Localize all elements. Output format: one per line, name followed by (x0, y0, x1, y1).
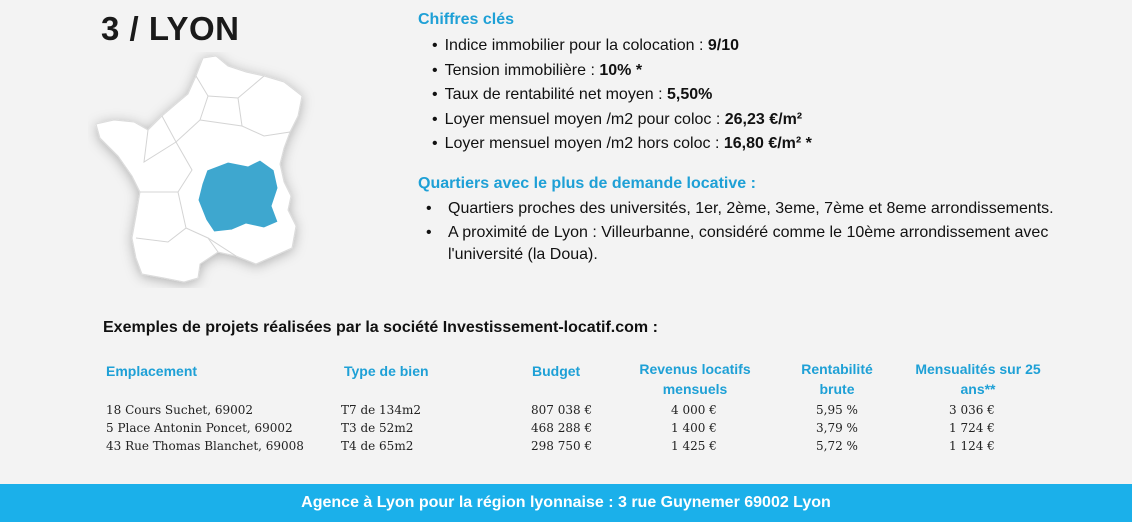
cell-budget: 298 750 € (531, 439, 593, 453)
cell-monthly-payment: 1 124 € (949, 439, 995, 453)
key-figure-label: Loyer mensuel moyen /m2 hors coloc : (444, 135, 724, 152)
cell-revenue: 1 400 € (671, 421, 717, 435)
page-title: 3 / LYON (101, 10, 240, 47)
column-header-yield: Rentabilité brute (801, 361, 873, 397)
bullet: • (432, 110, 438, 128)
bullet: • (432, 135, 438, 152)
key-figure-value: 26,23 €/m² (724, 110, 803, 128)
column-header-budget: Budget (532, 363, 581, 379)
key-figure-value: 16,80 €/m² * (723, 135, 812, 152)
cell-yield: 5,95 % (816, 403, 858, 417)
cell-location: 5 Place Antonin Poncet, 69002 (106, 421, 293, 435)
agency-footer-banner: Agence à Lyon pour la région lyonnaise : 3 rue Guynemer 69002 Lyon (0, 484, 1132, 522)
cell-location: 43 Rue Thomas Blanchet, 69008 (106, 439, 304, 453)
bullet: • (432, 37, 438, 54)
key-figure-label: Indice immobilier pour la colocation : (444, 37, 708, 54)
bullet: • (432, 86, 438, 103)
column-header-revenue: Revenus locatifs mensuels (639, 361, 751, 397)
key-figure-item (432, 59, 812, 84)
column-header-location: Emplacement (106, 363, 198, 379)
key-figure-item (432, 132, 812, 157)
neighborhood-text: A proximité de Lyon : Villeurbanne, considéré comme le 10ème arrondissement avec l'université (la Doua). (448, 224, 1049, 263)
cell-revenue: 4 000 € (671, 403, 717, 417)
column-header-monthly-payment: Mensualités sur 25 ans** (915, 361, 1041, 397)
cell-type: T4 de 65m2 (341, 439, 414, 453)
key-figure-item (432, 108, 812, 133)
neighborhoods-heading: Quartiers avec le plus de demande locative : (418, 175, 756, 192)
neighborhood-item (426, 198, 1086, 220)
key-figure-value: 9/10 (707, 37, 739, 54)
key-figures-list (432, 34, 812, 157)
examples-heading: Exemples de projets réalisées par la société Investissement-locatif.com : (103, 319, 658, 336)
bullet: • (432, 61, 438, 79)
key-figure-item (432, 34, 812, 59)
cell-monthly-payment: 3 036 € (949, 403, 995, 417)
cell-yield: 3,79 % (816, 421, 858, 435)
neighborhood-item (426, 222, 1086, 266)
neighborhoods-list (426, 198, 1086, 268)
key-figure-label: Tension immobilière : (444, 61, 600, 79)
cell-location: 18 Cours Suchet, 69002 (106, 403, 254, 417)
cell-type: T3 de 52m2 (341, 421, 414, 435)
key-figure-item (432, 83, 812, 108)
bullet: • (426, 200, 432, 217)
cell-budget: 807 038 € (531, 403, 593, 417)
cell-revenue: 1 425 € (671, 439, 717, 453)
neighborhood-text: Quartiers proches des universités, 1er, 2ème, 3eme, 7ème et 8eme arrondissements. (448, 200, 1054, 217)
column-header-type: Type de bien (344, 363, 429, 379)
france-map (88, 52, 318, 288)
table-row (0, 403, 1132, 421)
cell-budget: 468 288 € (531, 421, 593, 435)
key-figure-value: 5,50% (666, 86, 713, 103)
key-figure-label: Taux de rentabilité net moyen : (444, 86, 667, 103)
cell-type: T7 de 134m2 (341, 403, 421, 417)
cell-monthly-payment: 1 724 € (949, 421, 995, 435)
bullet: • (426, 224, 432, 241)
table-row (0, 421, 1132, 439)
key-figure-label: Loyer mensuel moyen /m2 pour coloc : (444, 110, 725, 128)
table-row (0, 439, 1132, 457)
key-figure-value: 10% * (599, 61, 643, 79)
cell-yield: 5,72 % (816, 439, 858, 453)
auvergne-rhone-alpes-region (198, 160, 278, 232)
key-figures-heading: Chiffres clés (418, 11, 515, 28)
